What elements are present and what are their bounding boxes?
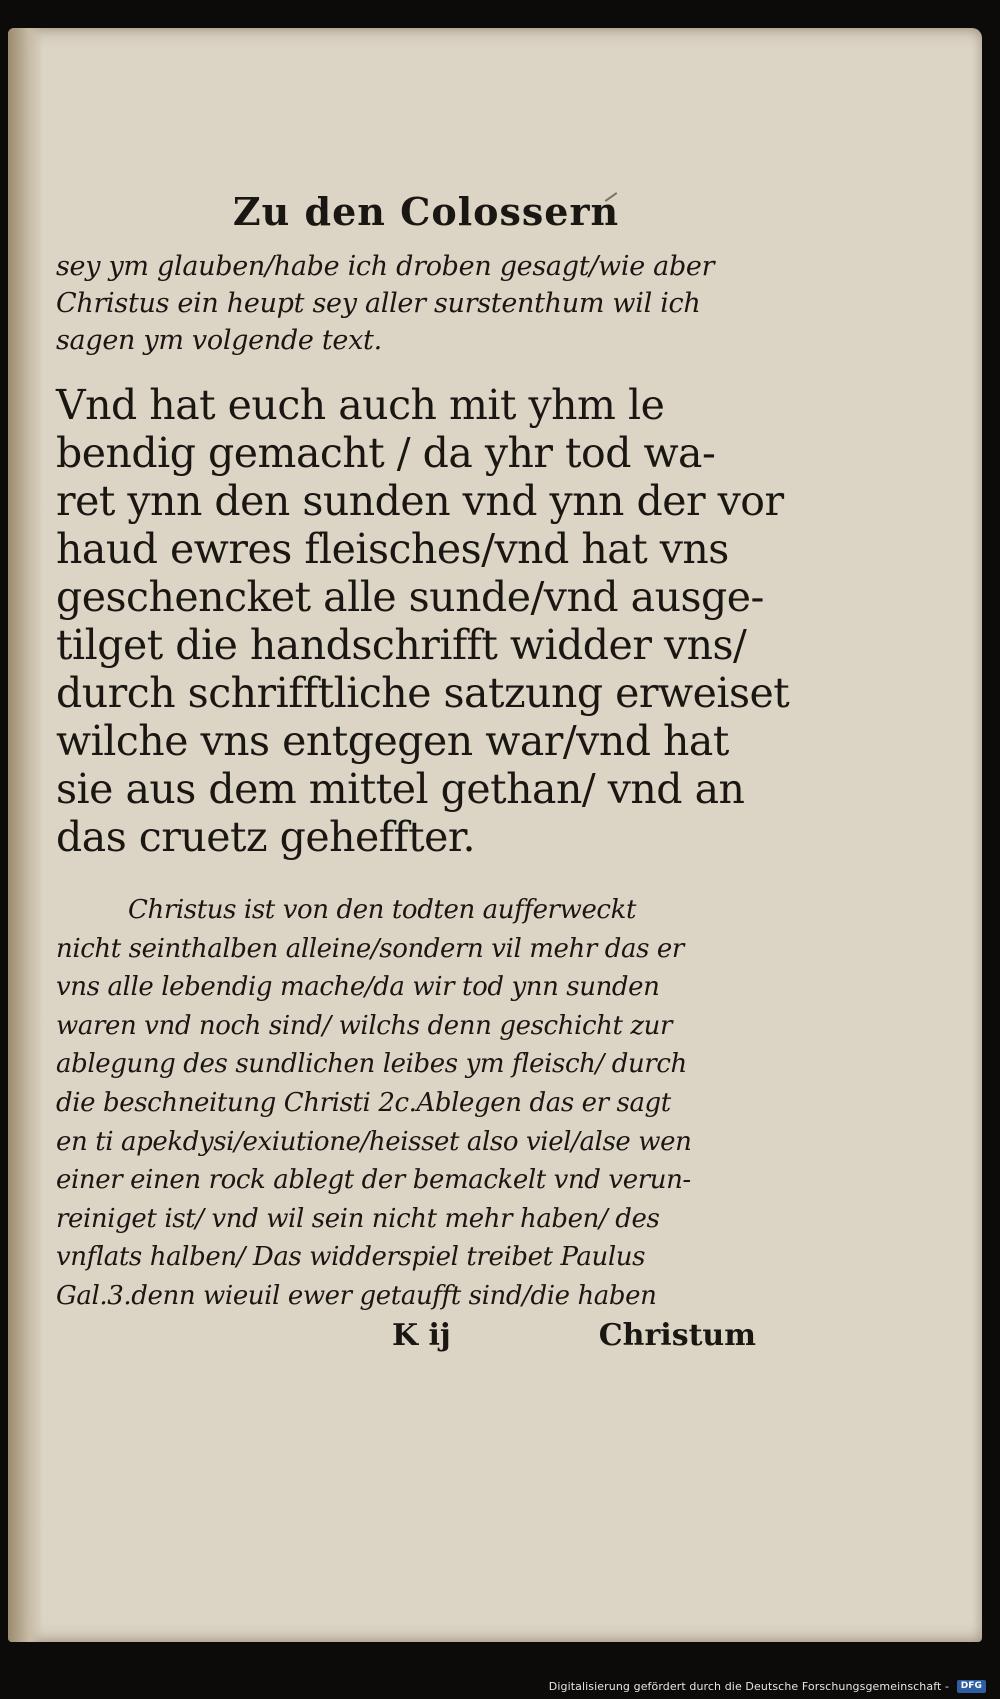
commentary-line: einer einen rock ablegt der bemackelt vnd verun- xyxy=(56,1165,691,1196)
intro-paragraph xyxy=(56,248,756,359)
scripture-line: geschencket alle sunde/vnd ausge- xyxy=(56,573,764,621)
credit-text: Digitalisierung gefördert durch die Deutsche Forschungsgemeinschaft - xyxy=(548,1679,950,1693)
commentary-line: reiniget ist/ vnd wil sein nicht mehr haben/ des xyxy=(56,1203,660,1234)
commentary-line: vns alle lebendig mache/da wir tod ynn sunden xyxy=(56,972,660,1003)
commentary-line: ablegung des sundlichen leibes ym fleisch/ durch xyxy=(56,1049,687,1080)
page-text-block xyxy=(56,158,790,1356)
intro-line: sagen ym volgende text. xyxy=(56,325,382,356)
scripture-passage xyxy=(56,381,790,861)
scripture-line: bendig gemacht / da yhr tod wa- xyxy=(56,429,716,477)
scripture-line: tilget die handschrifft widder vns/ xyxy=(56,621,747,669)
commentary-line: waren vnd noch sind/ wilchs denn geschicht zur xyxy=(56,1010,673,1041)
scripture-line: wilche vns entgegen war/vnd hat xyxy=(56,717,729,765)
page-footer-line xyxy=(56,1316,756,1356)
scripture-line: Vnd hat euch auch mit yhm le xyxy=(56,381,665,429)
signature-mark: K ij xyxy=(392,1317,451,1353)
commentary-line: Gal.3.denn wieuil ewer getaufft sind/die haben xyxy=(56,1280,657,1311)
running-head: Zu den Colossern xyxy=(232,189,620,234)
commentary-line: die beschneitung Christi 2c.Ablegen das er sagt xyxy=(56,1087,671,1118)
scripture-line: das cruetz geheffter. xyxy=(56,813,475,861)
commentary-line: Christus ist von den todten aufferweckt xyxy=(128,895,636,925)
commentary-line: vnflats halben/ Das widderspiel treibet Paulus xyxy=(56,1242,646,1273)
book-page xyxy=(8,28,982,1642)
intro-line: Christus ein heupt sey aller surstenthum wil ich xyxy=(56,288,701,319)
intro-line: sey ym glauben/habe ich droben gesagt/wie aber xyxy=(56,251,715,282)
dfg-logo: DFG xyxy=(957,1680,986,1693)
scripture-line: sie aus dem mittel gethan/ vnd an xyxy=(56,765,745,813)
scripture-line: haud ewres fleisches/vnd hat vns xyxy=(56,525,729,573)
commentary-paragraph xyxy=(56,891,756,1316)
commentary-line: en ti apekdysi/exiutione/heisset also viel/alse wen xyxy=(56,1126,692,1157)
scripture-line: ret ynn den sunden vnd ynn der vor xyxy=(56,477,784,525)
catchword: Christum xyxy=(598,1317,756,1353)
commentary-line: nicht seinthalben alleine/sondern vil mehr das er xyxy=(56,933,684,964)
digitization-credit xyxy=(549,1680,986,1694)
scripture-line: durch schrifftliche satzung erweiset xyxy=(56,669,790,717)
